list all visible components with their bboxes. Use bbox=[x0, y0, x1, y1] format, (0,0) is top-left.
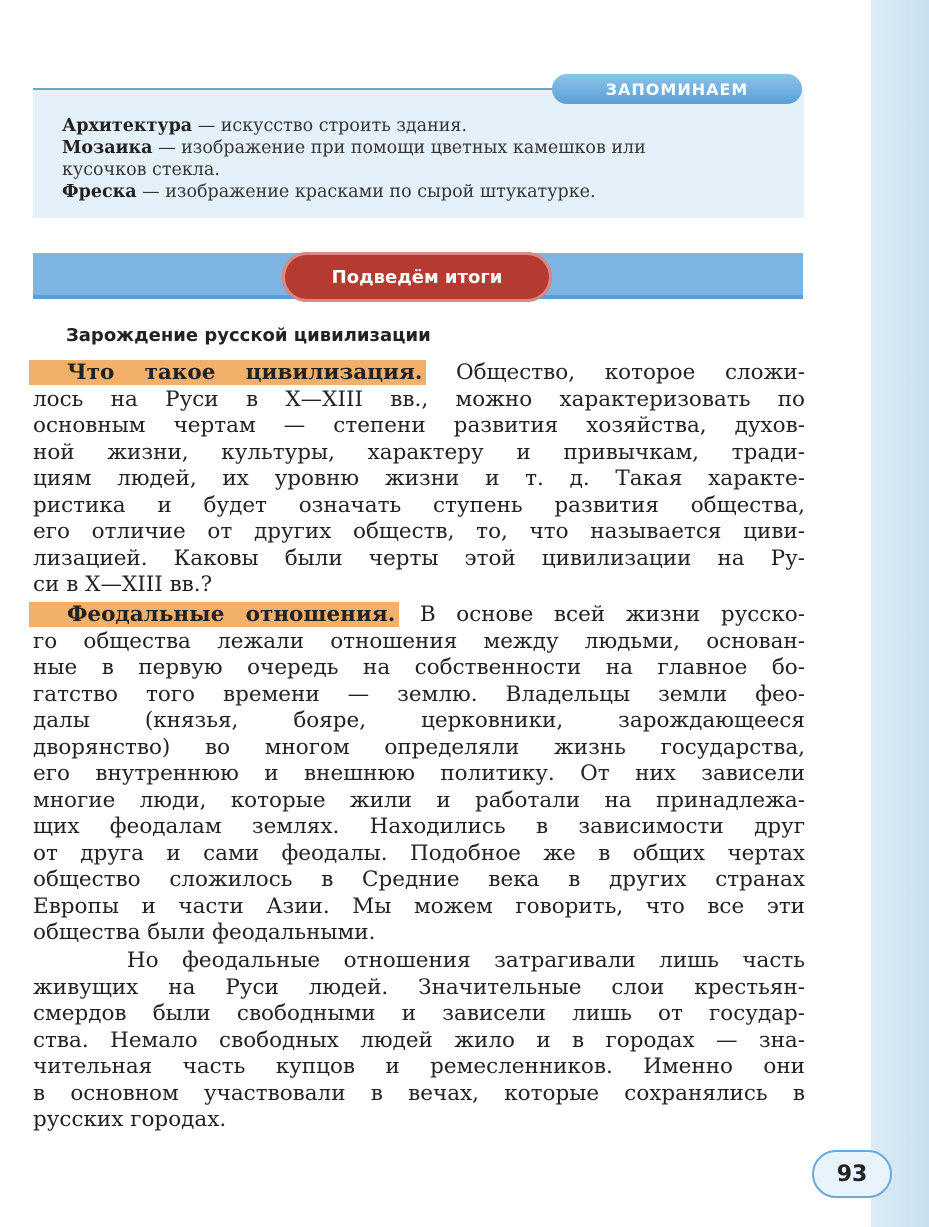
definition-text: — искусство строить здания. bbox=[192, 116, 468, 136]
text-line: Общество, которое сложи- bbox=[426, 360, 805, 385]
definition-architecture bbox=[62, 115, 802, 137]
text-line: многие люди, которые жили и работали на принадлежа- bbox=[33, 787, 805, 813]
text-line: ные в первую очередь на собственности на главное бо- bbox=[33, 655, 805, 680]
definition-term: Архитектура bbox=[62, 116, 193, 136]
text-line: русских городах. bbox=[33, 1107, 227, 1132]
text-line: ристика и будет означать ступень развития общества, bbox=[33, 492, 805, 518]
definition-mosaic bbox=[62, 137, 802, 159]
summary-label: Подведём итоги bbox=[282, 252, 552, 302]
remember-label: ЗАПОМИНАЕМ bbox=[552, 74, 802, 104]
text-line: Европы и части Азии. Мы можем говорить, что все эти bbox=[33, 893, 805, 919]
page-number: 93 bbox=[812, 1150, 892, 1198]
definition-term: Мозаика bbox=[62, 138, 153, 158]
text-line: живущих на Руси людей. Значительные слои крестьян- bbox=[33, 974, 805, 1000]
text-line: общества были феодальными. bbox=[33, 920, 376, 945]
text-line: Но феодальные отношения затрагивали лишь часть bbox=[33, 948, 805, 973]
paragraph-heading: Феодальные отношения. bbox=[29, 602, 399, 627]
page-edge-strip bbox=[871, 0, 929, 1227]
text-line: ной жизни, культуры, характеру и привычкам, тради- bbox=[33, 439, 805, 465]
text-line: циям людей, их уровню жизни и т. д. Такая характе- bbox=[33, 466, 805, 491]
section-title: Зарождение русской цивилизации bbox=[66, 325, 431, 346]
text-line: общество сложилось в Средние века в других странах bbox=[33, 867, 805, 892]
text-line: ства. Немало свободных людей жило и в городах — зна- bbox=[33, 1027, 805, 1053]
definition-fresco bbox=[62, 181, 802, 203]
definition-text: кусочков стекла. bbox=[62, 160, 220, 180]
text-line: лизацией. Каковы были черты этой цивилизации на Ру- bbox=[33, 545, 805, 571]
text-line: основным чертам — степени развития хозяйства, духов- bbox=[33, 413, 805, 438]
definition-text: — изображение красками по сырой штукатурке. bbox=[136, 182, 596, 202]
text-line: его отличие от других обществ, то, что называется циви- bbox=[33, 519, 805, 544]
text-line: лось на Руси в X—XIII вв., можно характеризовать по bbox=[33, 386, 805, 412]
text-line: смердов были свободными и зависели лишь от государ- bbox=[33, 1001, 805, 1026]
remember-divider bbox=[33, 88, 593, 90]
text-line: от друга и сами феодалы. Подобное же в общих чертах bbox=[33, 840, 805, 866]
definition-mosaic-cont bbox=[62, 159, 802, 181]
paragraph-free-people bbox=[33, 948, 805, 1134]
text-line: гатство того времени — землю. Владельцы земли фео- bbox=[33, 681, 805, 707]
text-line: го общества лежали отношения между людьми, основан- bbox=[33, 628, 805, 654]
paragraph-civilization bbox=[33, 360, 805, 599]
text-line: его внутреннюю и внешнюю политику. От них зависели bbox=[33, 761, 805, 786]
text-line: дворянство) во многом определяли жизнь государства, bbox=[33, 734, 805, 760]
definition-term: Фреска bbox=[62, 182, 137, 202]
definition-text: — изображение при помощи цветных камешков или bbox=[152, 138, 646, 158]
text-line: чительная часть купцов и ремесленников. Именно они bbox=[33, 1054, 805, 1079]
text-line: си в X—XIII вв.? bbox=[33, 572, 213, 597]
text-line: щих феодалам землях. Находились в зависимости друг bbox=[33, 814, 805, 839]
text-line: В основе всей жизни русско- bbox=[399, 602, 805, 627]
paragraph-feudal bbox=[33, 602, 805, 947]
paragraph-heading: Что такое цивилизация. bbox=[29, 360, 426, 385]
text-line: далы (князья, бояре, церковники, зарождающееся bbox=[33, 708, 805, 733]
text-line: в основном участвовали в вечах, которые сохранялись в bbox=[33, 1080, 805, 1106]
